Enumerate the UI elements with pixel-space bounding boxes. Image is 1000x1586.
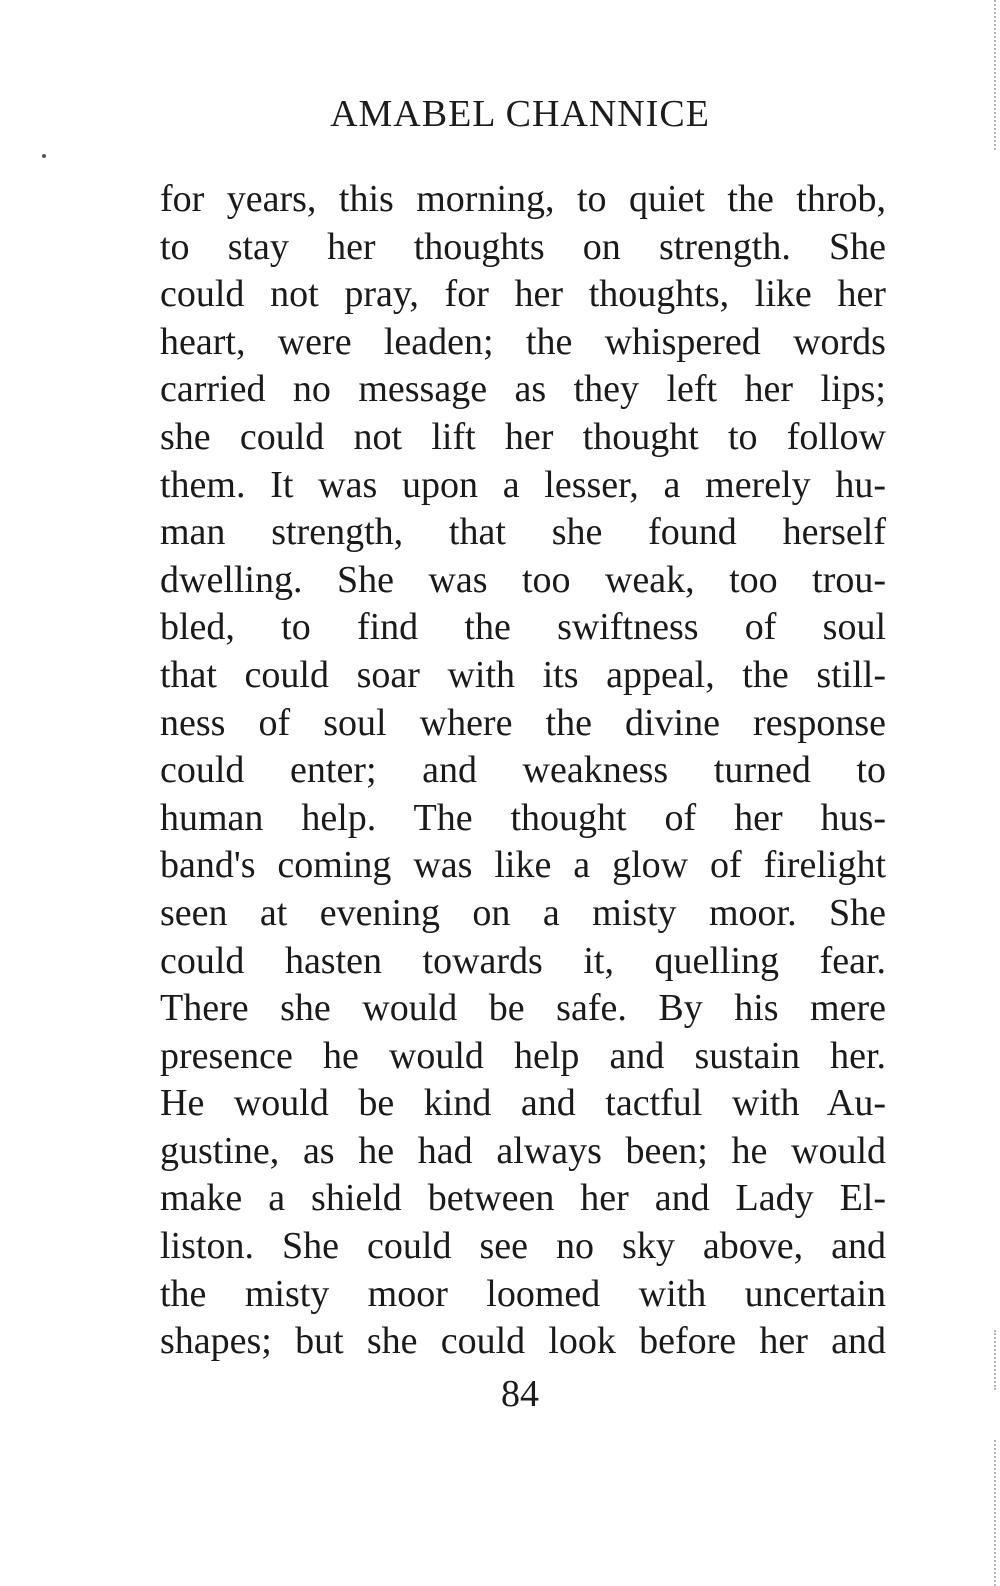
text-line: them. It was upon a lesser, a merely hu- (160, 463, 887, 506)
text-line: the misty moor loomed with uncertain (160, 1272, 887, 1315)
running-head: AMABEL CHANNICE (330, 93, 710, 135)
text-line: seen at evening on a misty moor. She (160, 891, 886, 934)
text-line: she could not lift her thought to follow (160, 415, 886, 458)
text-line: carried no message as they left her lips; (160, 368, 886, 411)
page-edge-speckle (988, 1440, 996, 1586)
text-line: dwelling. She was too weak, too trou- (160, 558, 886, 601)
text-line: bled, to find the swiftness of soul (160, 606, 886, 649)
text-line: could enter; and weakness turned to (160, 749, 886, 792)
text-line: could not pray, for her thoughts, like her (160, 273, 886, 316)
text-line: He would be kind and tactful with Au- (160, 1082, 886, 1125)
text-line: liston. She could see no sky above, and (160, 1225, 887, 1268)
text-line: man strength, that she found herself (160, 511, 886, 554)
text-line: that could soar with its appeal, the still- (160, 653, 886, 696)
text-line: for years, this morning, to quiet the throb, (160, 178, 886, 220)
text-line: There she would be safe. By his mere (160, 987, 886, 1030)
text-line: heart, were leaden; the whispered words (160, 320, 886, 363)
text-line: make a shield between her and Lady El- (160, 1177, 886, 1220)
body-text (160, 176, 886, 1366)
page-number: 84 (501, 1373, 539, 1415)
text-line: to stay her thoughts on strength. She (160, 225, 887, 268)
text-line: presence he would help and sustain her. (160, 1034, 887, 1077)
text-line: ness of soul where the divine response (160, 701, 886, 744)
text-line: shapes; but she could look before her and (160, 1320, 886, 1363)
text-line: human help. The thought of her hus- (160, 796, 886, 839)
ink-speck (42, 154, 46, 158)
text-line: gustine, as he had always been; he would (160, 1129, 887, 1172)
text-line: could hasten towards it, quelling fear. (160, 939, 887, 982)
text-line: band's coming was like a glow of firelight (160, 844, 886, 887)
